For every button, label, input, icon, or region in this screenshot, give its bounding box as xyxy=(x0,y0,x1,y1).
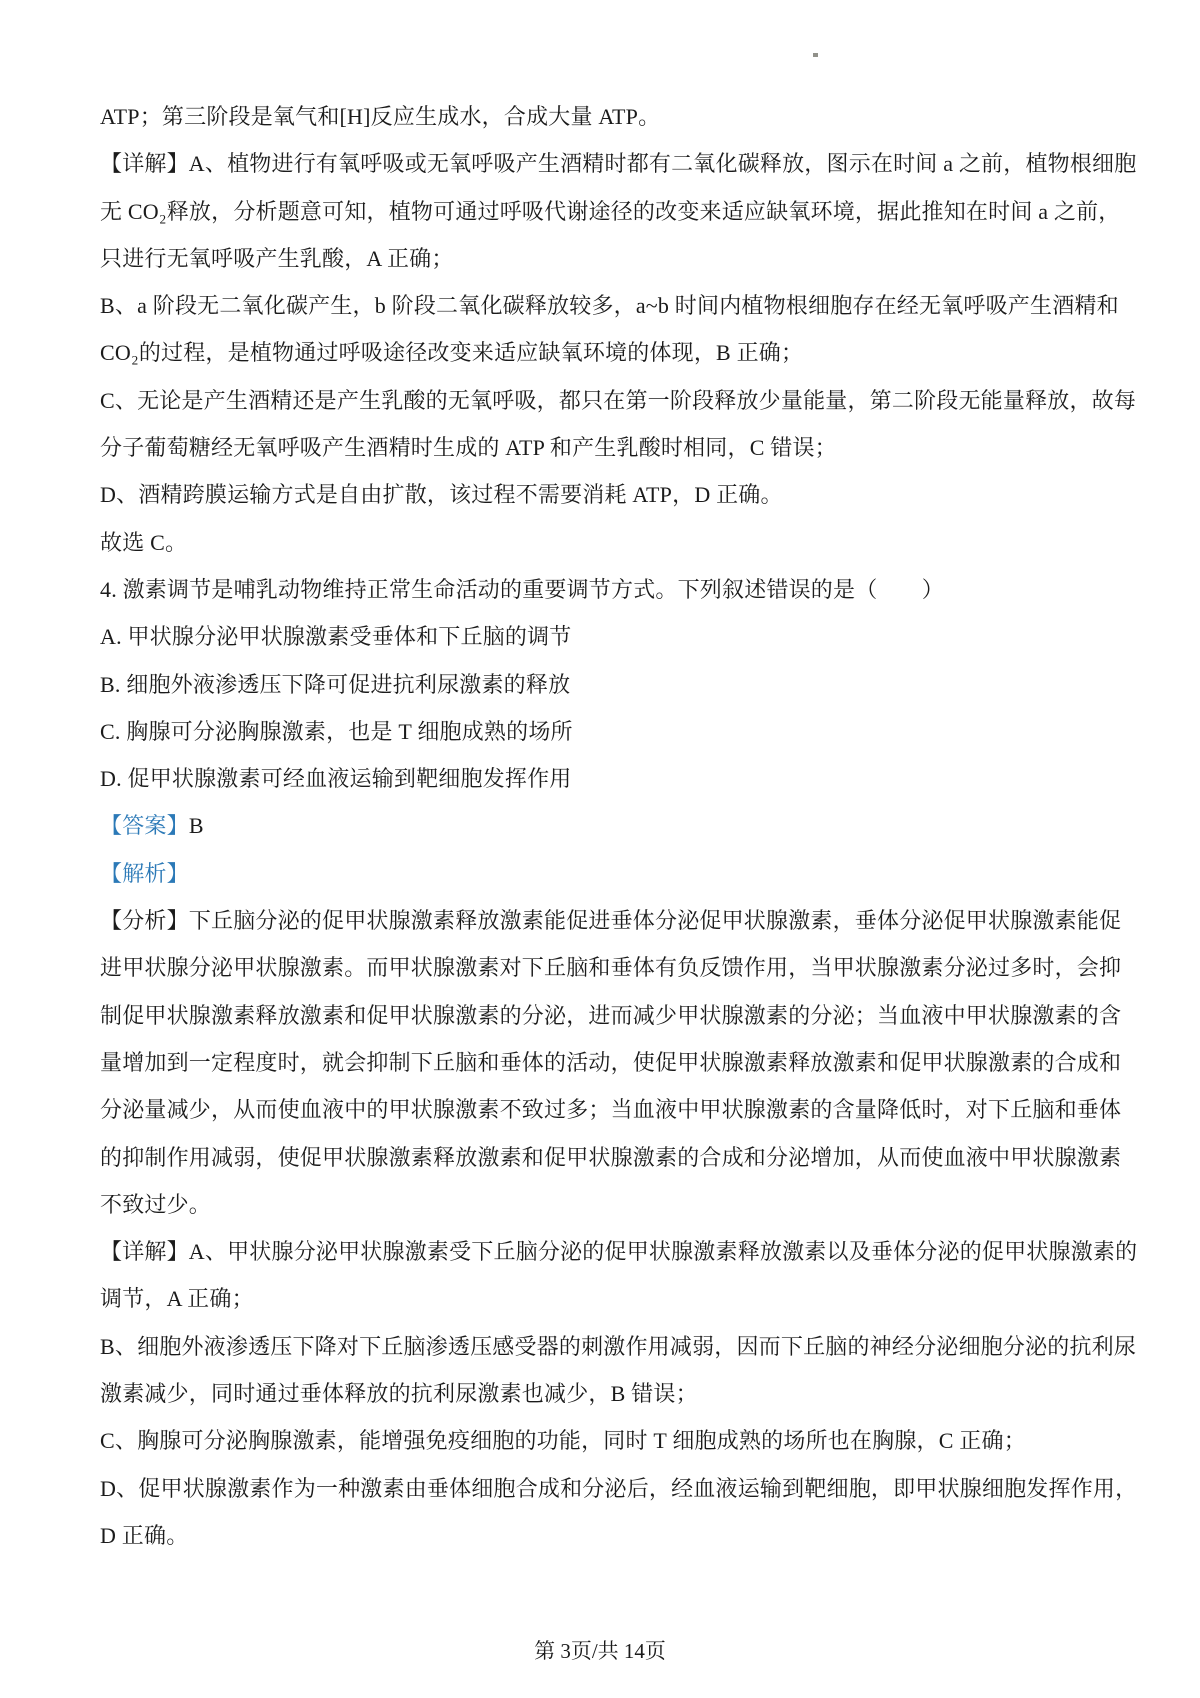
text-line xyxy=(100,519,1110,566)
text-line xyxy=(100,708,1110,755)
line-text: 分子葡萄糖经无氧呼吸产生酒精时生成的 ATP 和产生乳酸时相同，C 错误； xyxy=(100,435,837,461)
stray-mark xyxy=(813,53,818,57)
text-line xyxy=(100,1323,1137,1370)
text-line xyxy=(100,613,1110,660)
line-text: 不致过少。 xyxy=(100,1191,212,1217)
text-line xyxy=(100,93,1110,140)
line-text: 量增加到一定程度时，就会抑制下丘脑和垂体的活动，使促甲状腺激素释放激素和促甲状腺激素的合成和 xyxy=(100,1049,1122,1075)
text-line xyxy=(100,377,1137,424)
line-text: 进甲状腺分泌甲状腺激素。而甲状腺激素对下丘脑和垂体有负反馈作用，当甲状腺激素分泌过多时，会抑 xyxy=(100,955,1122,981)
text-line xyxy=(100,1417,1110,1464)
line-text: 激素减少，同时通过垂体释放的抗利尿激素也减少，B 错误； xyxy=(100,1381,698,1407)
line-text: 【详解】A、植物进行有氧呼吸或无氧呼吸产生酒精时都有二氧化碳释放，图示在时间 a 之前，植物根细胞 xyxy=(100,151,1137,177)
text-line xyxy=(100,1134,1122,1181)
text-line xyxy=(100,1181,1110,1228)
line-text: D、促甲状腺激素作为一种激素由垂体细胞合成和分泌后，经血液运输到靶细胞，即甲状腺细胞发挥作用， xyxy=(100,1475,1138,1501)
line-text: 的抑制作用减弱，使促甲状腺激素释放激素和促甲状腺激素的合成和分泌增加，从而使血液中甲状腺激素 xyxy=(100,1144,1122,1170)
line-text: 【分析】下丘脑分泌的促甲状腺激素释放激素能促进垂体分泌促甲状腺激素，垂体分泌促甲状腺激素能促 xyxy=(100,908,1122,934)
line-text: 4. 激素调节是哺乳动物维持正常生命活动的重要调节方式。下列叙述错误的是（ ） xyxy=(100,576,945,602)
text-line xyxy=(100,282,1119,329)
text-line xyxy=(100,424,1110,471)
line-text: ATP；第三阶段是氧气和[H]反应生成水，合成大量 ATP。 xyxy=(100,104,661,129)
text-line xyxy=(100,140,1137,187)
text-line xyxy=(100,897,1122,944)
text-line xyxy=(100,566,1110,613)
text-line xyxy=(100,1228,1138,1275)
text-line xyxy=(100,1512,1110,1559)
line-text: A. 甲状腺分泌甲状腺激素受垂体和下丘脑的调节 xyxy=(100,624,572,650)
document-content xyxy=(100,93,1138,1559)
text-line xyxy=(100,992,1122,1039)
text-line xyxy=(100,329,1110,376)
line-text: 调节，A 正确； xyxy=(100,1286,254,1312)
line-text: D、酒精跨膜运输方式是自由扩散，该过程不需要消耗 ATP，D 正确。 xyxy=(100,482,783,508)
line-text: CO₂的过程，是植物通过呼吸途径改变来适应缺氧环境的体现，B 正确； xyxy=(100,340,804,366)
line-text: 故选 C。 xyxy=(100,529,188,555)
line-text: B. 细胞外液渗透压下降可促进抗利尿激素的释放 xyxy=(100,671,571,697)
line-text: 只进行无氧呼吸产生乳酸，A 正确； xyxy=(100,245,454,271)
text-line xyxy=(100,1039,1122,1086)
line-text: 无 CO₂释放，分析题意可知，植物可通过呼吸代谢途径的改变来适应缺氧环境，据此推知在时间 a 之前， xyxy=(100,198,1121,224)
line-text: 【详解】A、甲状腺分泌甲状腺激素受下丘脑分泌的促甲状腺激素释放激素以及垂体分泌的促甲状腺激素的 xyxy=(100,1239,1138,1265)
text-line xyxy=(100,944,1122,991)
line-text: B、a 阶段无二氧化碳产生，b 阶段二氧化碳释放较多，a~b 时间内植物根细胞存在经无氧呼吸产生酒精和 xyxy=(100,293,1119,319)
text-line xyxy=(100,1370,1110,1417)
line-text: 制促甲状腺激素释放激素和促甲状腺激素的分泌，进而减少甲状腺激素的分泌；当血液中甲状腺激素的含 xyxy=(100,1002,1122,1028)
page-number: 第 3页/共 14页 xyxy=(534,1639,666,1663)
text-line xyxy=(100,1465,1138,1512)
text-line xyxy=(100,850,1110,897)
text-line xyxy=(100,755,1110,802)
line-text: B xyxy=(188,813,204,839)
text-line xyxy=(100,661,1110,708)
text-line xyxy=(100,188,1121,235)
text-line xyxy=(100,471,1110,518)
text-line xyxy=(100,1086,1122,1133)
line-text: C、无论是产生酒精还是产生乳酸的无氧呼吸，都只在第一阶段释放少量能量，第二阶段无能量释放，故每 xyxy=(100,387,1137,413)
text-line xyxy=(100,1275,1110,1322)
line-text: D. 促甲状腺激素可经血液运输到靶细胞发挥作用 xyxy=(100,766,572,792)
line-text: C. 胸腺可分泌胸腺激素，也是 T 细胞成熟的场所 xyxy=(100,718,573,744)
text-line xyxy=(100,802,1110,849)
text-line xyxy=(100,235,1110,282)
line-text: 分泌量减少，从而使血液中的甲状腺激素不致过多；当血液中甲状腺激素的含量降低时，对下丘脑和垂体 xyxy=(100,1097,1122,1123)
bracket-label: 【答案】 xyxy=(100,813,189,839)
line-text: C、胸腺可分泌胸腺激素，能增强免疫细胞的功能，同时 T 细胞成熟的场所也在胸腺，C 正确； xyxy=(100,1428,1026,1454)
line-text: D 正确。 xyxy=(100,1522,189,1548)
bracket-label: 【解析】 xyxy=(100,860,189,886)
line-text: B、细胞外液渗透压下降对下丘脑渗透压感受器的刺激作用减弱，因而下丘脑的神经分泌细胞分泌的抗利尿 xyxy=(100,1333,1137,1359)
